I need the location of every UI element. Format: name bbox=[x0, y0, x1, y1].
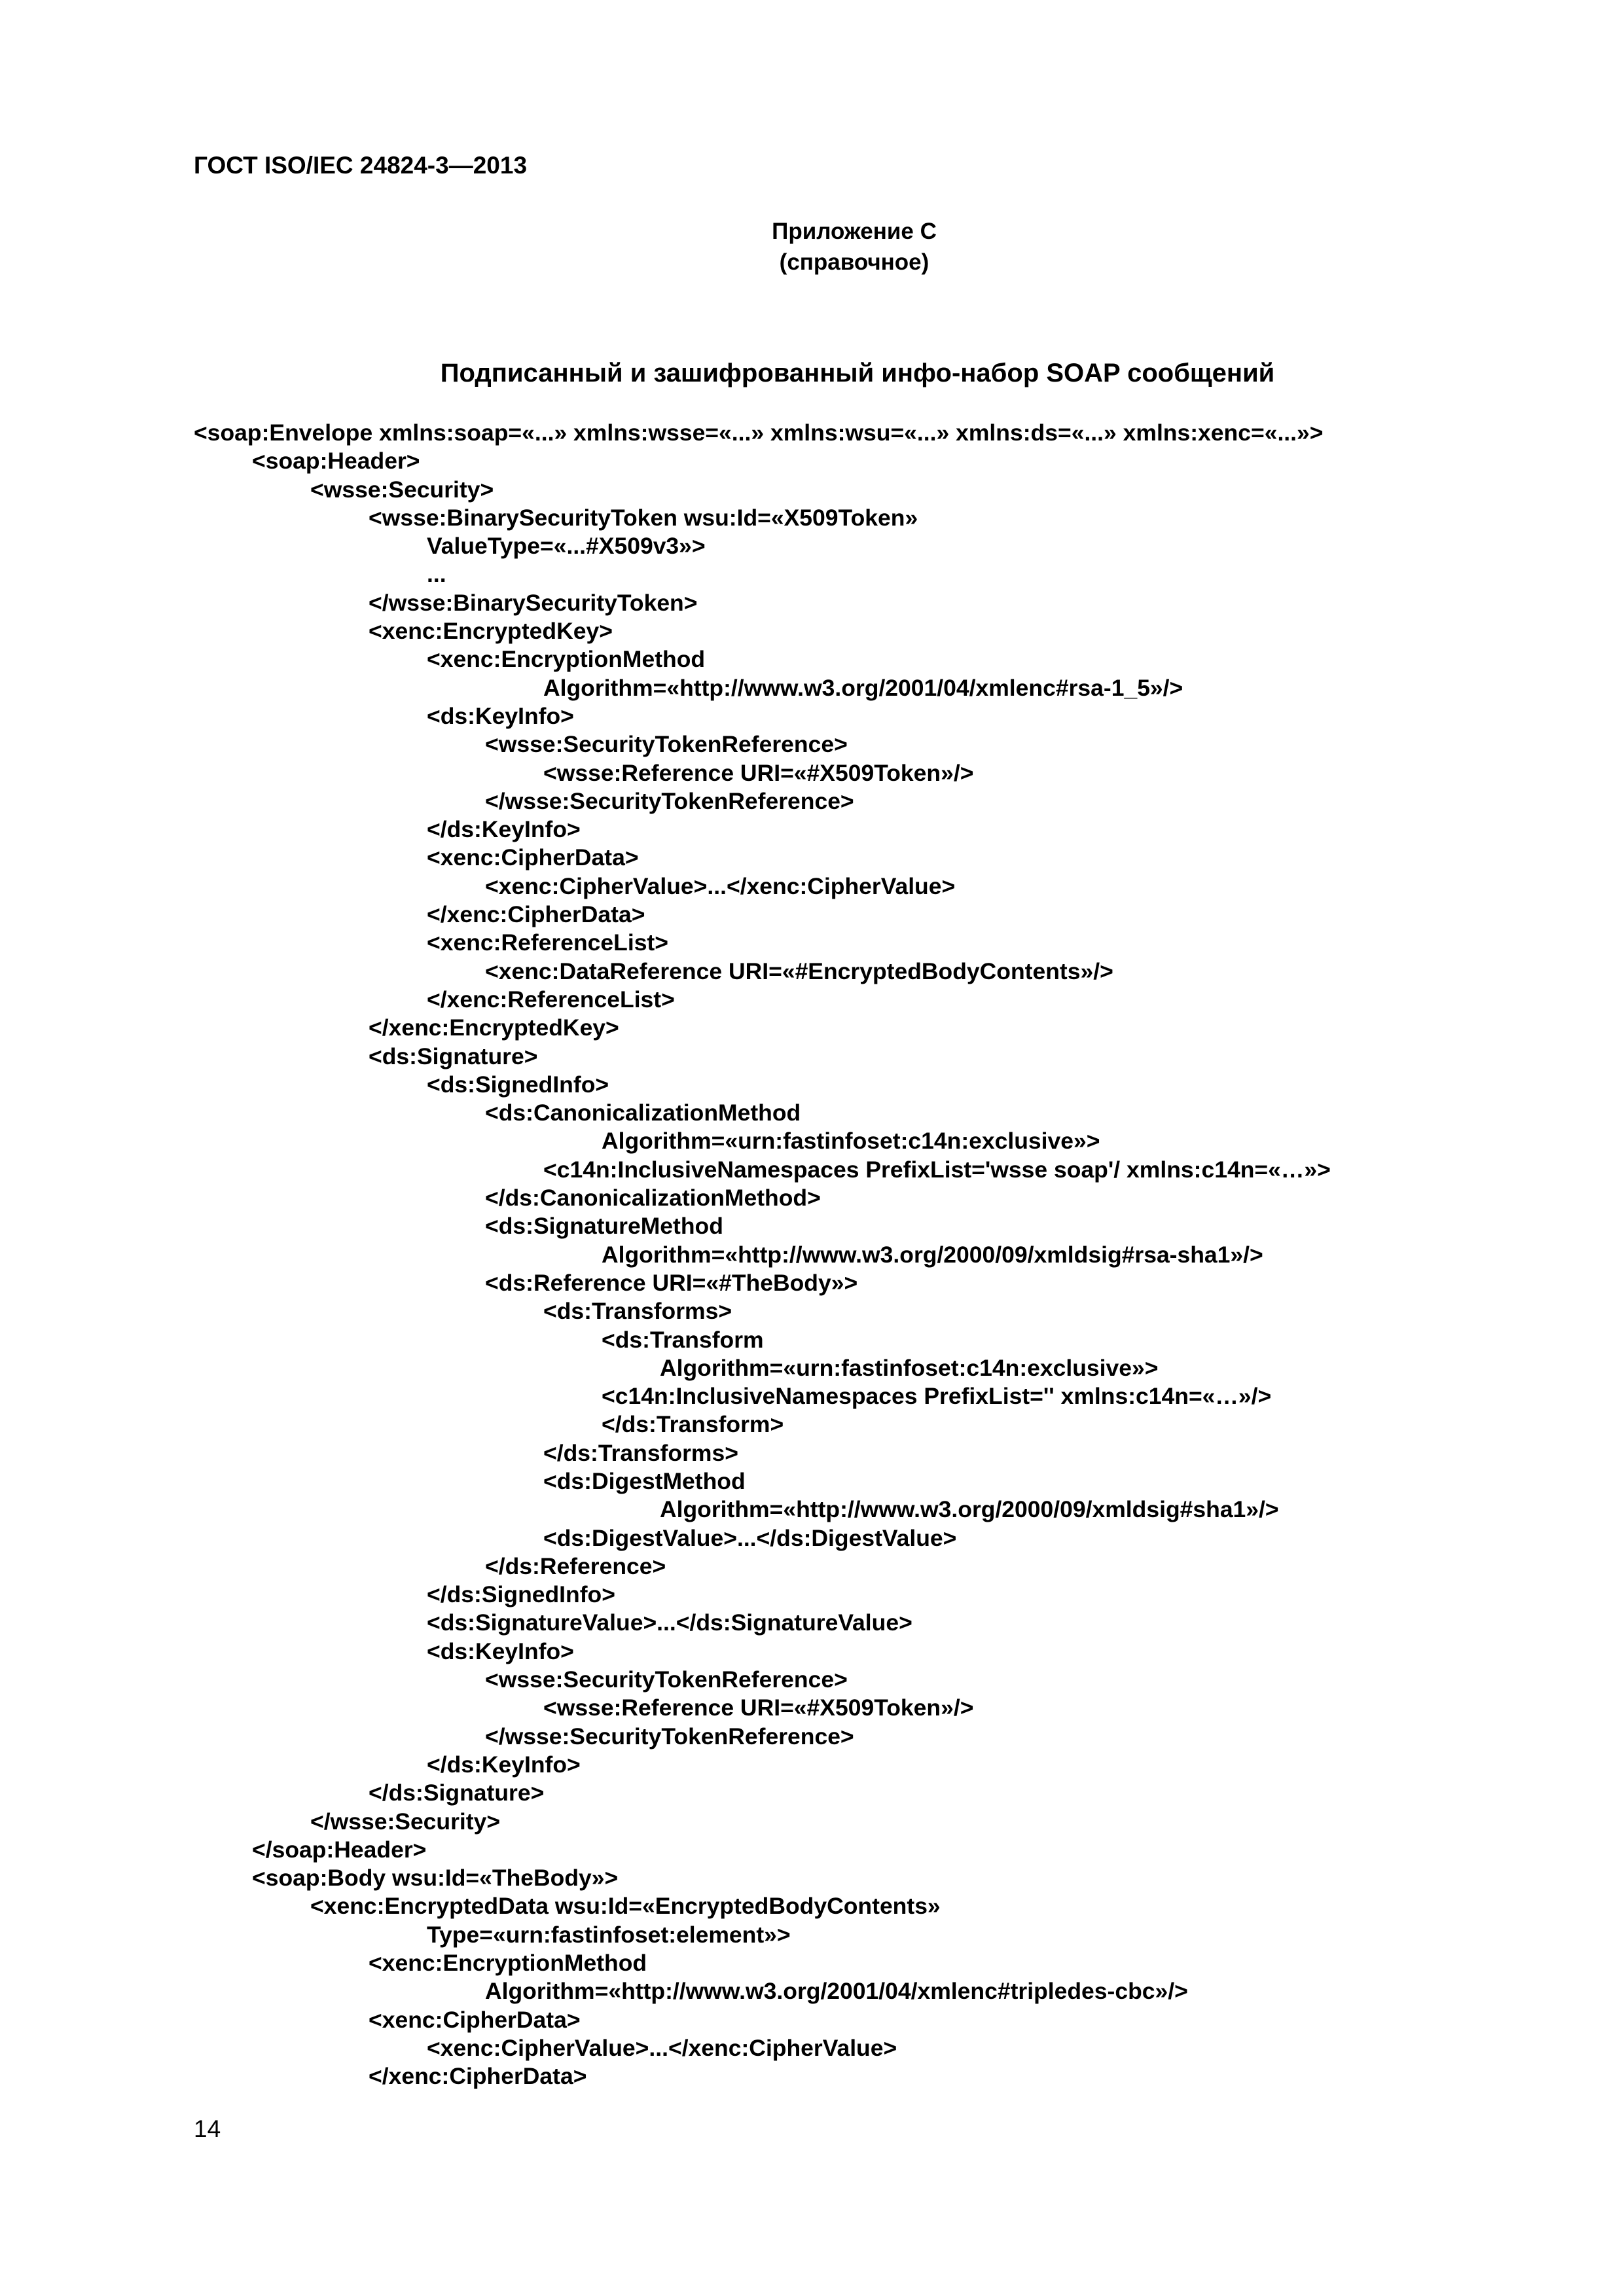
code-line: </ds:Reference> bbox=[485, 1552, 666, 1579]
code-line: <ds:Signature> bbox=[369, 1043, 538, 1069]
code-line: </wsse:BinarySecurityToken> bbox=[369, 589, 698, 616]
code-line: </ds:KeyInfo> bbox=[427, 816, 581, 843]
code-line: <wsse:Reference URI=«#X509Token»/> bbox=[543, 1695, 974, 1721]
annex-title: Подписанный и зашифрованный инфо-набор SOAP сообщений bbox=[440, 359, 1275, 387]
code-line: Algorithm=«http://www.w3.org/2000/09/xmldsig#sha1»/> bbox=[660, 1496, 1279, 1523]
code-line: <wsse:Security> bbox=[310, 476, 494, 503]
code-line: <xenc:DataReference URI=«#EncryptedBodyContents»/> bbox=[485, 958, 1113, 984]
document-standard-header: ГОСТ ISO/IEC 24824-3—2013 bbox=[194, 152, 528, 179]
code-line: </ds:CanonicalizationMethod> bbox=[485, 1185, 821, 1211]
code-line: <wsse:SecurityTokenReference> bbox=[485, 731, 848, 758]
code-line: <xenc:CipherData> bbox=[369, 2006, 581, 2033]
code-line: <ds:SignedInfo> bbox=[427, 1071, 609, 1098]
code-line: </ds:SignedInfo> bbox=[427, 1581, 615, 1608]
page-number: 14 bbox=[194, 2115, 221, 2142]
code-line: </ds:Transforms> bbox=[543, 1439, 738, 1466]
code-line: <ds:CanonicalizationMethod bbox=[485, 1100, 801, 1126]
code-line: Algorithm=«urn:fastinfoset:c14n:exclusive»> bbox=[602, 1128, 1100, 1155]
annex-type: (справочное) bbox=[779, 249, 929, 275]
code-line: <ds:KeyInfo> bbox=[427, 1638, 574, 1664]
code-line: <ds:SignatureValue>...</ds:SignatureValue> bbox=[427, 1609, 912, 1636]
code-line: <ds:DigestValue>...</ds:DigestValue> bbox=[543, 1524, 957, 1551]
code-line: </ds:Signature> bbox=[369, 1780, 545, 1806]
code-line: <xenc:EncryptedData wsu:Id=«EncryptedBodyContents» bbox=[310, 1893, 941, 1920]
code-line: </soap:Header> bbox=[252, 1836, 427, 1863]
code-line: Algorithm=«http://www.w3.org/2000/09/xmldsig#rsa-sha1»/> bbox=[602, 1241, 1263, 1268]
code-line: <ds:DigestMethod bbox=[543, 1467, 746, 1494]
code-line: </wsse:Security> bbox=[310, 1808, 501, 1835]
code-line: </xenc:EncryptedKey> bbox=[369, 1014, 619, 1041]
code-line: <xenc:CipherData> bbox=[427, 844, 639, 871]
code-line: ... bbox=[427, 561, 446, 588]
code-line: <soap:Header> bbox=[252, 448, 420, 475]
code-line: <xenc:EncryptionMethod bbox=[369, 1950, 647, 1977]
code-line: Algorithm=«http://www.w3.org/2001/04/xmlenc#tripledes-cbc»/> bbox=[485, 1978, 1188, 2005]
code-line: <ds:KeyInfo> bbox=[427, 702, 574, 729]
code-line: <ds:Transforms> bbox=[543, 1298, 732, 1325]
code-line: <soap:Envelope xmlns:soap=«...» xmlns:wsse=«...» xmlns:wsu=«...» xmlns:ds=«...» xmlns:xenc=«...»> bbox=[194, 420, 1324, 446]
code-line: Type=«urn:fastinfoset:element»> bbox=[427, 1921, 791, 1948]
code-line: <wsse:BinarySecurityToken wsu:Id=«X509Token» bbox=[369, 504, 918, 531]
code-line: </ds:Transform> bbox=[602, 1411, 784, 1438]
code-line: <ds:Transform bbox=[602, 1326, 764, 1353]
code-line: <wsse:SecurityTokenReference> bbox=[485, 1666, 848, 1693]
code-line: </xenc:CipherData> bbox=[427, 901, 645, 928]
code-line: <xenc:EncryptedKey> bbox=[369, 618, 613, 645]
code-line: <c14n:InclusiveNamespaces PrefixList='wsse soap'/ xmlns:c14n=«…»> bbox=[543, 1156, 1331, 1183]
xml-code-listing bbox=[194, 419, 1331, 2091]
code-line: <xenc:CipherValue>...</xenc:CipherValue> bbox=[485, 872, 956, 899]
code-line: ValueType=«...#X509v3»> bbox=[427, 533, 706, 560]
code-line: </xenc:CipherData> bbox=[369, 2063, 587, 2090]
code-line: <xenc:ReferenceList> bbox=[427, 929, 668, 956]
code-line: <xenc:CipherValue>...</xenc:CipherValue> bbox=[427, 2034, 897, 2061]
code-line: Algorithm=«http://www.w3.org/2001/04/xmlenc#rsa-1_5»/> bbox=[543, 674, 1183, 701]
code-line: <xenc:EncryptionMethod bbox=[427, 646, 706, 673]
annex-label: Приложение С bbox=[772, 219, 937, 244]
code-line: </wsse:SecurityTokenReference> bbox=[485, 1723, 854, 1749]
code-line: <ds:Reference URI=«#TheBody»> bbox=[485, 1269, 858, 1296]
code-line: <wsse:Reference URI=«#X509Token»/> bbox=[543, 759, 974, 786]
code-line: </ds:KeyInfo> bbox=[427, 1751, 581, 1778]
code-line: <c14n:InclusiveNamespaces PrefixList='' xmlns:c14n=«…»/> bbox=[602, 1383, 1272, 1410]
code-line: <soap:Body wsu:Id=«TheBody»> bbox=[252, 1865, 619, 1892]
code-line: </wsse:SecurityTokenReference> bbox=[485, 787, 854, 814]
code-line: </xenc:ReferenceList> bbox=[427, 986, 675, 1013]
code-line: Algorithm=«urn:fastinfoset:c14n:exclusive»> bbox=[660, 1354, 1159, 1381]
code-line: <ds:SignatureMethod bbox=[485, 1213, 723, 1240]
